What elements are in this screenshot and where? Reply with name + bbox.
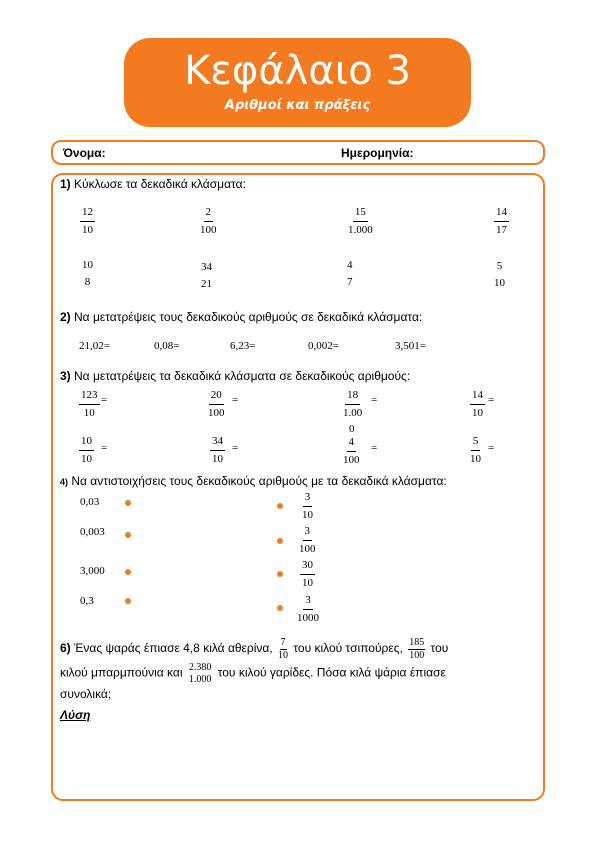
numerator: 15	[353, 206, 368, 222]
q2-item[interactable]: 0,08=	[154, 340, 180, 352]
q4-decimal: 0,3	[80, 595, 94, 607]
denominator: 10	[472, 407, 483, 419]
q3-equals[interactable]: =	[488, 394, 495, 406]
match-dot-right[interactable]	[277, 571, 283, 577]
question-2-text: Να μετατρέψεις τους δεκαδικούς αριθμούς σε δεκαδικά κλάσματα:	[74, 310, 423, 324]
numerator: 14	[470, 389, 485, 405]
q3-equals[interactable]: =	[232, 442, 239, 454]
solution-label: Λύση	[60, 708, 91, 722]
q3-fraction	[79, 389, 100, 420]
denominator: 10	[470, 453, 481, 465]
numerator: 5	[496, 260, 503, 272]
denominator: 100	[343, 454, 360, 466]
numerator: 3	[303, 594, 313, 610]
q1-fraction[interactable]	[199, 261, 214, 291]
name-date-box	[51, 140, 545, 165]
q4-fraction	[299, 525, 316, 556]
q3-equals[interactable]: =	[101, 442, 108, 454]
numerator: 185	[409, 637, 425, 648]
q1-fraction[interactable]	[200, 206, 217, 237]
name-label: Όνομα:	[63, 146, 106, 160]
denominator: 1000	[297, 612, 319, 624]
question-1-text: Κύκλωσε τα δεκαδικά κλάσματα:	[74, 177, 246, 191]
denominator: 10	[212, 453, 223, 465]
denominator: 100	[409, 650, 425, 661]
question-6-text: του κιλού γαρίδες. Πόσα κιλά ψάρια έπιασε	[217, 665, 446, 680]
numerator: 123	[79, 389, 100, 405]
q3-equals[interactable]: =	[488, 442, 495, 454]
question-6-text: Ένας ψαράς έπιασε 4,8 κιλά αθερίνα,	[74, 641, 273, 656]
q1-fraction[interactable]	[80, 206, 95, 237]
match-dot-left[interactable]	[125, 598, 131, 604]
q3-fraction	[79, 435, 94, 466]
question-6-text: κιλού μπαρμπούνια και	[60, 665, 183, 680]
q4-fraction	[302, 491, 313, 522]
q4-fraction	[297, 594, 319, 625]
match-dot-right[interactable]	[277, 538, 283, 544]
q3-equals[interactable]: =	[101, 394, 108, 406]
numerator: 3	[303, 525, 313, 541]
denominator: 1.00	[343, 407, 363, 419]
numerator: 2	[204, 206, 214, 222]
q1-fraction[interactable]	[494, 206, 509, 237]
match-dot-left[interactable]	[125, 569, 131, 575]
inline-fraction	[408, 637, 425, 661]
numerator: 2.380	[188, 662, 212, 673]
numerator: 20	[209, 389, 224, 405]
denominator: 1.000	[348, 224, 373, 236]
numerator: 4	[347, 259, 353, 271]
question-2-number: 2)	[60, 310, 71, 324]
inline-fraction	[188, 662, 213, 685]
denominator: 10	[302, 509, 313, 521]
q4-fraction	[300, 559, 315, 590]
numerator: 34	[210, 435, 225, 451]
question-6-line-1	[60, 637, 448, 661]
question-4-text: Να αντιστοιχήσεις τους δεκαδικούς αριθμούς με τα δεκαδικά κλάσματα:	[71, 474, 447, 488]
numerator: 18	[345, 389, 360, 405]
question-2	[60, 310, 422, 324]
q4-decimal: 0,03	[80, 496, 100, 508]
denominator: 8	[84, 276, 91, 288]
numerator: 4	[347, 436, 357, 452]
denominator: 7	[347, 276, 353, 288]
q3-equals[interactable]: =	[371, 442, 378, 454]
chapter-subtitle: Αριθμοί και πράξεις	[224, 98, 371, 113]
q4-decimal: 0,003	[80, 526, 105, 538]
denominator: 10	[83, 407, 95, 419]
numerator: 7	[280, 637, 286, 648]
numerator: 3	[303, 491, 313, 507]
numerator: 14	[494, 206, 509, 222]
denominator: 10	[278, 650, 289, 661]
denominator: 10	[494, 277, 505, 289]
q3-equals[interactable]: =	[232, 394, 239, 406]
q2-item[interactable]: 6,23=	[230, 340, 256, 352]
question-6-text: συνολικά;	[60, 687, 112, 701]
denominator: 100	[299, 543, 316, 555]
denominator: 17	[496, 224, 507, 236]
numerator: 30	[300, 559, 315, 575]
q2-item[interactable]: 3,501=	[395, 340, 426, 352]
q2-item[interactable]: 0,002=	[308, 340, 339, 352]
numerator: 12	[80, 206, 95, 222]
question-3-number: 3)	[60, 369, 71, 383]
question-1-number: 1)	[60, 177, 71, 191]
q1-fraction[interactable]	[80, 259, 95, 289]
question-1	[60, 177, 246, 191]
q3-extra-digit: 0	[349, 423, 355, 435]
question-6-number: 6)	[60, 641, 71, 656]
denominator: 21	[201, 278, 212, 290]
denominator: 1.000	[188, 674, 212, 685]
denominator: 100	[208, 407, 225, 419]
q1-fraction[interactable]	[494, 260, 505, 290]
match-dot-right[interactable]	[277, 503, 283, 509]
q1-fraction[interactable]	[348, 206, 373, 237]
question-4	[60, 474, 447, 488]
numerator: 10	[79, 435, 94, 451]
match-dot-left[interactable]	[125, 532, 131, 538]
question-3-text: Να μετατρέψεις τα δεκαδικά κλάσματα σε δεκαδικούς αριθμούς:	[74, 369, 411, 383]
question-6-text: του κιλού τσιπούρες,	[293, 641, 403, 656]
q3-equals[interactable]: =	[371, 394, 378, 406]
chapter-title: Κεφάλαιο 3	[184, 48, 411, 94]
date-label: Ημερομηνία:	[341, 146, 414, 160]
q3-fraction	[210, 435, 225, 466]
numerator: 5	[471, 435, 481, 451]
inline-fraction	[278, 637, 288, 661]
q3-fraction	[343, 389, 362, 420]
chapter-banner	[124, 38, 471, 127]
numerator: 10	[82, 259, 93, 271]
question-4-number: 4)	[60, 477, 69, 487]
denominator: 10	[82, 224, 93, 236]
denominator: 10	[302, 577, 313, 589]
question-6-line-3	[60, 687, 111, 701]
match-dot-left[interactable]	[125, 500, 131, 506]
question-3	[60, 369, 410, 383]
denominator: 10	[81, 453, 92, 465]
question-6-text: του	[430, 641, 449, 656]
q3-fraction	[470, 435, 481, 466]
q1-fraction[interactable]	[345, 259, 355, 289]
question-6-line-2	[60, 662, 446, 685]
q3-fraction	[470, 389, 485, 420]
q2-item[interactable]: 21,02=	[79, 340, 110, 352]
q3-fraction	[343, 436, 360, 467]
numerator: 34	[201, 261, 212, 273]
denominator: 100	[200, 224, 217, 236]
match-dot-right[interactable]	[277, 605, 283, 611]
q4-decimal: 3,000	[80, 565, 105, 577]
q3-fraction	[208, 389, 225, 420]
